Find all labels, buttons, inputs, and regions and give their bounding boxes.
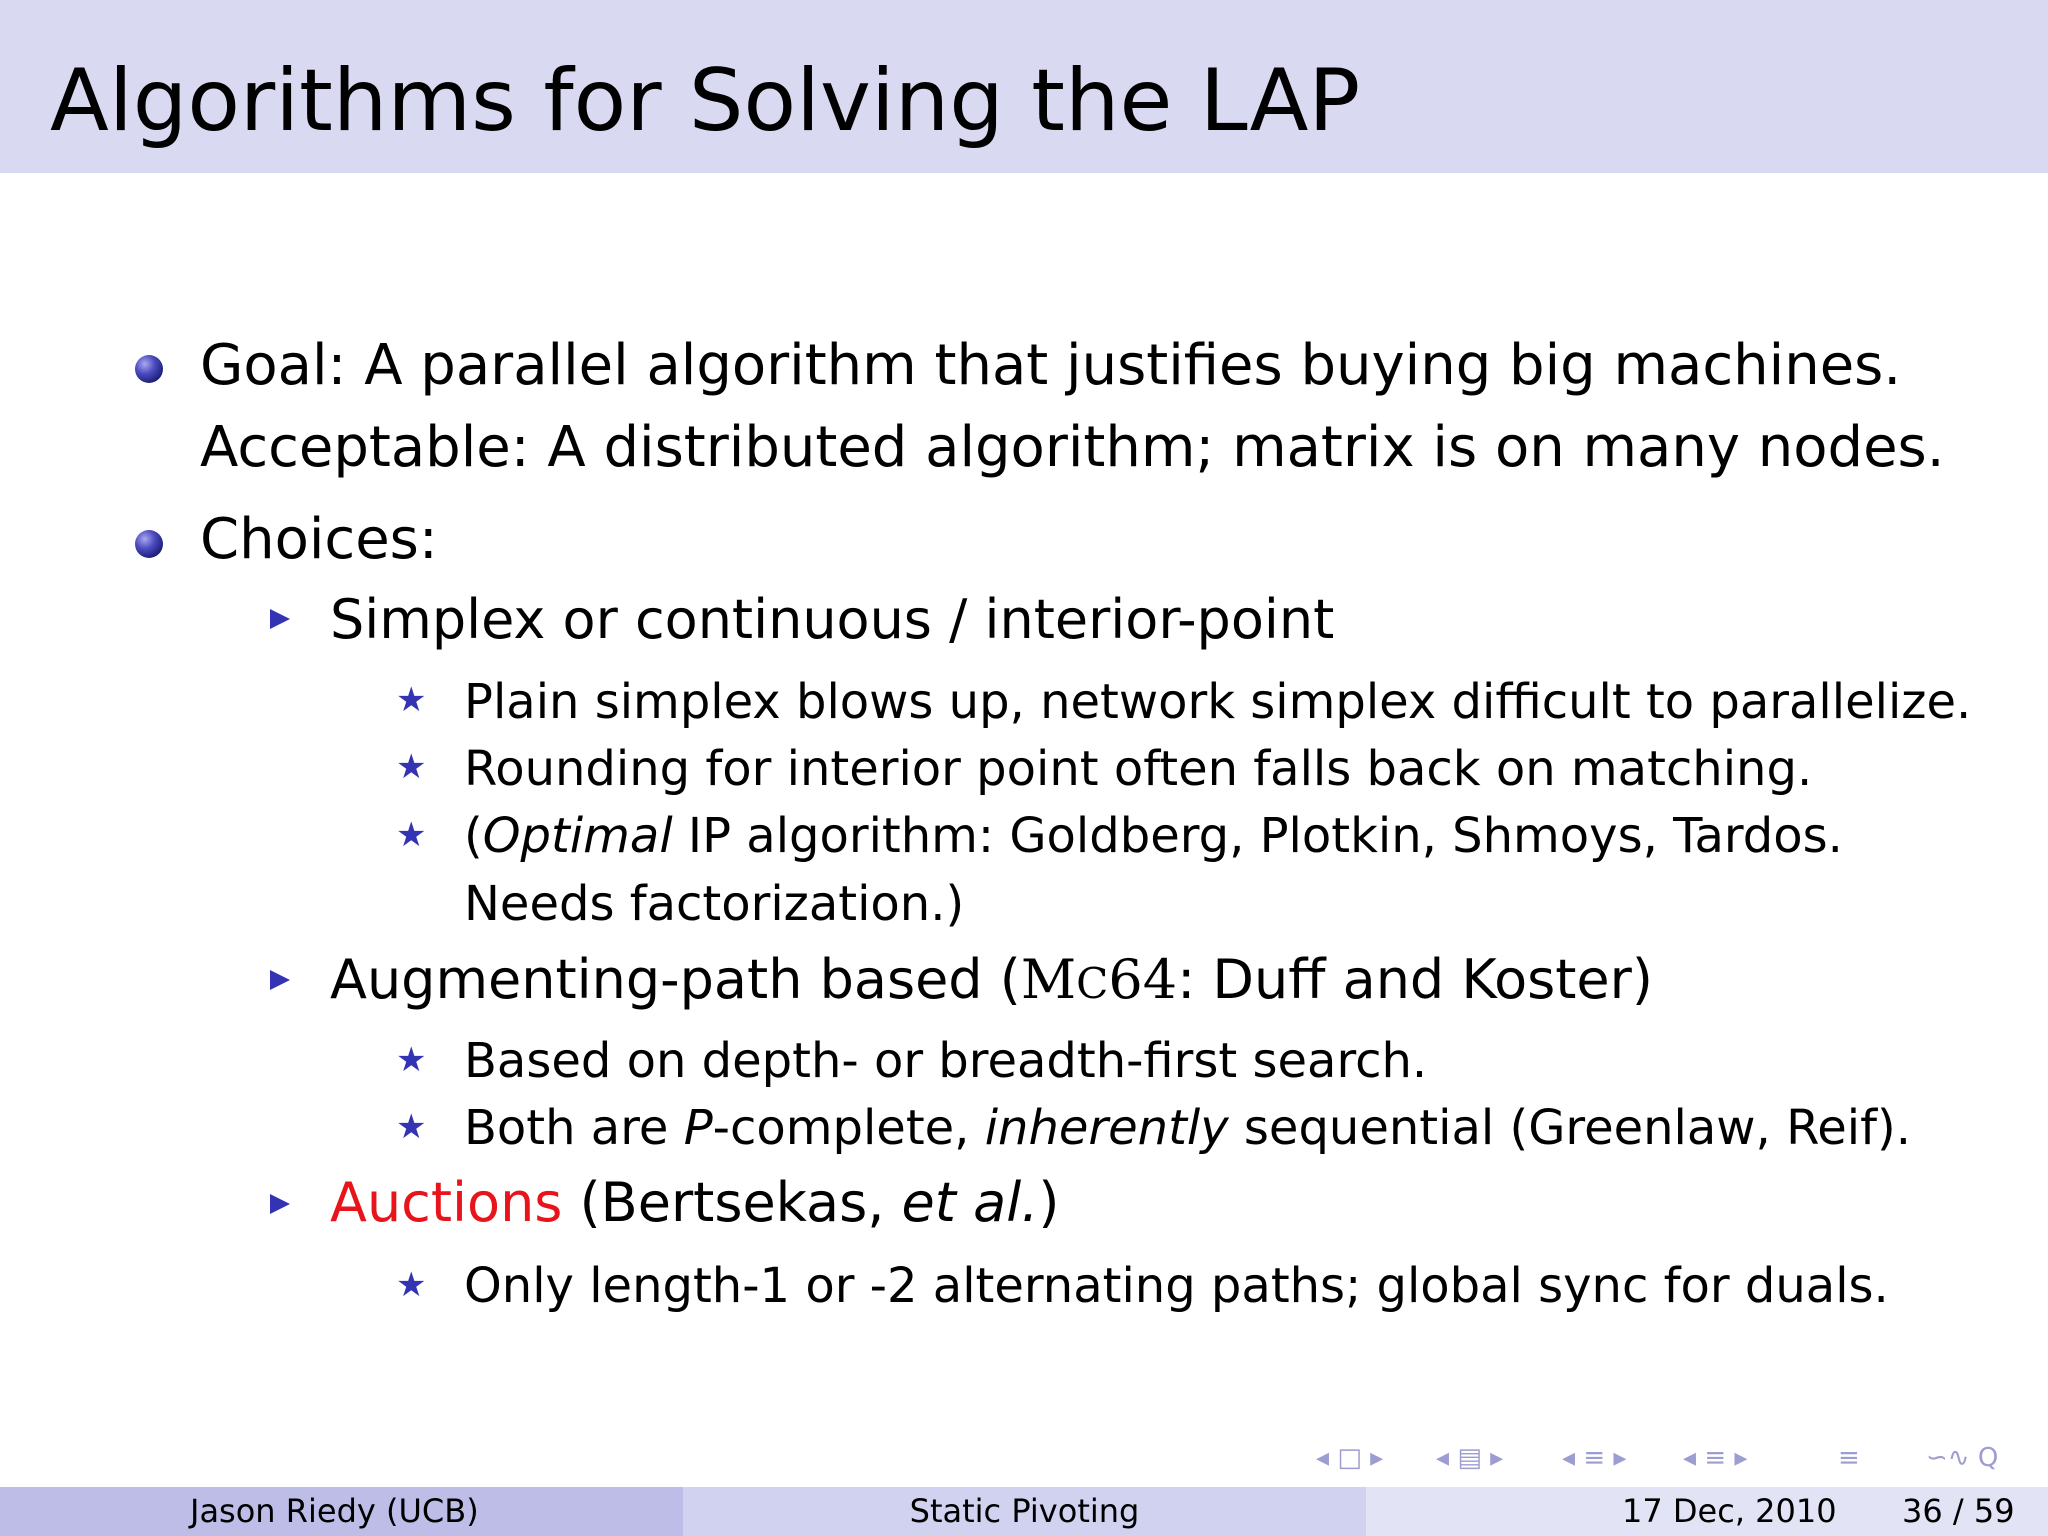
star-bullet-icon: ★ <box>396 1265 427 1305</box>
triangle-bullet-icon <box>270 609 290 629</box>
footer-date: 17 Dec, 2010 <box>1622 1492 1837 1530</box>
nav-search-icon[interactable]: ∽∿ Q <box>1926 1443 1999 1473</box>
footer-title-panel <box>683 1487 1366 1536</box>
nav-subsection-icon[interactable]: ◂ ▤ ▸ <box>1436 1443 1504 1473</box>
augmenting-item-2: Both are P-complete, inherently sequential (Greenlaw, Reif). <box>464 1100 1912 1156</box>
footer-talk-title: Static Pivoting <box>909 1492 1140 1530</box>
footer <box>0 1487 2048 1536</box>
triangle-bullet-icon <box>270 1194 290 1214</box>
simplex-label: Simplex or continuous / interior-point <box>330 588 1335 651</box>
augmenting-label: Augmenting-path based (MC64: Duff and Koster) <box>330 948 1653 1011</box>
simplex-item-3: (Optimal IP algorithm: Goldberg, Plotkin, Shmoys, Tardos. <box>464 808 1843 864</box>
mc64-name: MC64 <box>1020 948 1178 1011</box>
bullet-ball-icon <box>135 530 163 558</box>
simplex-item-1: Plain simplex blows up, network simplex difficult to parallelize. <box>464 674 1972 730</box>
nav-part-icon[interactable]: ◂ ≡ ▸ <box>1683 1443 1748 1473</box>
star-bullet-icon: ★ <box>396 815 427 855</box>
star-bullet-icon: ★ <box>396 680 427 720</box>
footer-page-number: 36 / 59 <box>1902 1492 2015 1530</box>
nav-align-icon[interactable]: ≡ <box>1838 1443 1860 1473</box>
bullet-ball-icon <box>135 355 163 383</box>
goal-line-2: Acceptable: A distributed algorithm; matrix is on many nodes. <box>200 415 1945 480</box>
star-bullet-icon: ★ <box>396 1040 427 1080</box>
star-bullet-icon: ★ <box>396 747 427 787</box>
star-bullet-icon: ★ <box>396 1107 427 1147</box>
auctions-label: Auctions (Bertsekas, et al.) <box>330 1171 1060 1234</box>
footer-date-panel <box>1366 1487 2048 1536</box>
auctions-item-1: Only length-1 or -2 alternating paths; global sync for duals. <box>464 1258 1889 1314</box>
slide-title: Algorithms for Solving the LAP <box>50 51 1361 151</box>
goal-line-1: Goal: A parallel algorithm that justifies buying big machines. <box>200 333 1902 398</box>
footer-author: Jason Riedy (UCB) <box>190 1492 479 1530</box>
simplex-item-3-cont: Needs factorization.) <box>464 876 965 932</box>
auctions-highlight: Auctions <box>330 1171 563 1234</box>
simplex-item-2: Rounding for interior point often falls back on matching. <box>464 741 1813 797</box>
triangle-bullet-icon <box>270 970 290 990</box>
choices-label: Choices: <box>200 507 438 572</box>
nav-frame-icon[interactable]: ◂ □ ▸ <box>1316 1443 1384 1473</box>
title-bar <box>0 0 2048 173</box>
nav-section-icon[interactable]: ◂ ≡ ▸ <box>1562 1443 1627 1473</box>
optimal-italic: Optimal <box>482 808 673 864</box>
augmenting-item-1: Based on depth- or breadth-first search. <box>464 1033 1428 1089</box>
footer-author-panel <box>0 1487 683 1536</box>
